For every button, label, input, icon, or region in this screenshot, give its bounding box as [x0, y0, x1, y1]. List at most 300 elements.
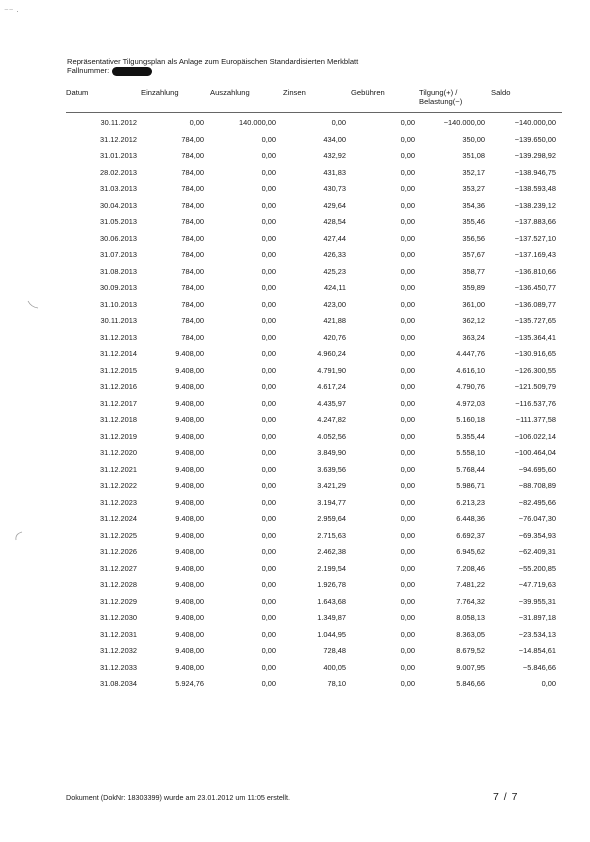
einzahlung-cell: 784,00	[181, 266, 204, 276]
saldo-cell: −5.846,66	[522, 662, 556, 672]
datum-cell: 31.12.2023	[100, 497, 137, 507]
einzahlung-cell: 9.408,00	[175, 530, 204, 540]
einzahlung-cell: 784,00	[181, 184, 204, 193]
auszahlung-cell: 0,00	[261, 233, 276, 243]
header-datum: Datum	[66, 88, 89, 97]
datum-cell: 28.02.2013	[100, 167, 137, 177]
tilgung-cell: 5.768,44	[456, 464, 485, 474]
tilgung-cell: 361,00	[462, 299, 485, 309]
einzahlung-cell: 9.408,00	[175, 613, 204, 622]
table-row	[0, 149, 590, 166]
table-row	[0, 314, 590, 331]
table-row	[0, 430, 590, 447]
gebuehren-cell: 0,00	[400, 349, 415, 358]
einzahlung-cell: 9.408,00	[175, 481, 204, 490]
zinsen-cell: 4.960,24	[317, 349, 346, 358]
saldo-cell: 0,00	[541, 679, 556, 688]
tilgung-cell: 7.208,46	[456, 563, 485, 573]
gebuehren-cell: 0,00	[400, 596, 415, 606]
table-row	[0, 364, 590, 381]
auszahlung-cell: 0,00	[261, 596, 276, 606]
einzahlung-cell: 784,00	[181, 250, 204, 259]
datum-cell: 31.03.2013	[100, 184, 137, 193]
auszahlung-cell: 0,00	[261, 431, 276, 441]
zinsen-cell: 1.349,87	[317, 613, 346, 622]
auszahlung-cell: 0,00	[261, 167, 276, 177]
table-row	[0, 545, 590, 562]
gebuehren-cell: 0,00	[400, 365, 415, 375]
header-tilgung-line2: Belastung(−)	[419, 97, 463, 106]
gebuehren-cell: 0,00	[400, 679, 415, 688]
zinsen-cell: 429,64	[323, 200, 346, 210]
fallnummer-label: Fallnummer:	[67, 66, 110, 76]
auszahlung-cell: 0,00	[261, 332, 276, 342]
auszahlung-cell: 0,00	[261, 580, 276, 589]
saldo-cell: −111.377,58	[515, 415, 556, 424]
tilgung-cell: 359,89	[462, 283, 485, 292]
tilgung-cell: 352,17	[462, 167, 485, 177]
saldo-cell: −116.537,76	[515, 398, 556, 408]
gebuehren-cell: 0,00	[400, 184, 415, 193]
zinsen-cell: 3.421,29	[317, 481, 346, 490]
einzahlung-cell: 784,00	[181, 316, 204, 325]
saldo-cell: −62.409,31	[518, 547, 556, 556]
gebuehren-cell: 0,00	[400, 382, 415, 391]
saldo-cell: −88.708,89	[518, 481, 556, 490]
gebuehren-cell: 0,00	[400, 431, 415, 441]
zinsen-cell: 0,00	[331, 118, 346, 127]
zinsen-cell: 421,88	[323, 316, 346, 325]
table-row	[0, 232, 590, 249]
auszahlung-cell: 0,00	[261, 497, 276, 507]
tilgung-cell: 350,00	[462, 134, 485, 144]
zinsen-cell: 2.715,63	[317, 530, 346, 540]
einzahlung-cell: 9.408,00	[175, 349, 204, 358]
tilgung-cell: 9.007,95	[456, 662, 485, 672]
tilgung-cell: 5.558,10	[456, 448, 485, 457]
einzahlung-cell: 784,00	[181, 134, 204, 144]
gebuehren-cell: 0,00	[400, 316, 415, 325]
zinsen-cell: 431,83	[323, 167, 346, 177]
table-row	[0, 628, 590, 645]
tilgung-cell: 5.160,18	[456, 415, 485, 424]
table-row	[0, 199, 590, 216]
tilgung-cell: 353,27	[462, 184, 485, 193]
datum-cell: 31.12.2014	[100, 349, 137, 358]
saldo-cell: −82.495,66	[518, 497, 556, 507]
table-row	[0, 677, 590, 694]
datum-cell: 31.12.2012	[100, 134, 137, 144]
table-row	[0, 133, 590, 150]
einzahlung-cell: 9.408,00	[175, 398, 204, 408]
saldo-cell: −126.300,55	[514, 365, 556, 375]
tilgung-cell: 8.058,13	[456, 613, 485, 622]
auszahlung-cell: 0,00	[261, 316, 276, 325]
zinsen-cell: 2.199,54	[317, 563, 346, 573]
datum-cell: 30.09.2013	[100, 283, 137, 292]
saldo-cell: −139.650,00	[514, 134, 556, 144]
auszahlung-cell: 0,00	[261, 547, 276, 556]
table-row	[0, 595, 590, 612]
auszahlung-cell: 0,00	[261, 464, 276, 474]
zinsen-cell: 1.643,68	[317, 596, 346, 606]
zinsen-cell: 434,00	[323, 134, 346, 144]
auszahlung-cell: 0,00	[261, 646, 276, 655]
tilgung-cell: 8.679,52	[456, 646, 485, 655]
table-row	[0, 298, 590, 315]
document-title: Repräsentativer Tilgungsplan als Anlage zum Europäischen Standardisierten Merkblatt	[67, 57, 359, 66]
gebuehren-cell: 0,00	[400, 514, 415, 523]
saldo-cell: −140.000,00	[514, 118, 556, 127]
einzahlung-cell: 784,00	[181, 151, 204, 160]
datum-cell: 31.08.2034	[100, 679, 137, 688]
gebuehren-cell: 0,00	[400, 448, 415, 457]
gebuehren-cell: 0,00	[400, 118, 415, 127]
datum-cell: 31.12.2016	[100, 382, 137, 391]
zinsen-cell: 3.639,56	[317, 464, 346, 474]
saldo-cell: −94.695,60	[518, 464, 556, 474]
zinsen-cell: 4.435,97	[317, 398, 346, 408]
auszahlung-cell: 0,00	[261, 299, 276, 309]
header-gebuehren: Gebühren	[351, 88, 385, 97]
saldo-cell: −14.854,61	[518, 646, 556, 655]
saldo-cell: −136.450,77	[514, 283, 556, 292]
gebuehren-cell: 0,00	[400, 415, 415, 424]
tilgung-cell: 4.972,03	[456, 398, 485, 408]
zinsen-cell: 427,44	[323, 233, 346, 243]
einzahlung-cell: 9.408,00	[175, 580, 204, 589]
einzahlung-cell: 0,00	[189, 118, 204, 127]
datum-cell: 31.01.2013	[100, 151, 137, 160]
gebuehren-cell: 0,00	[400, 200, 415, 210]
zinsen-cell: 1.926,78	[317, 580, 346, 589]
datum-cell: 31.07.2013	[100, 250, 137, 259]
gebuehren-cell: 0,00	[400, 134, 415, 144]
footer-text: Dokument (DokNr: 18303399) wurde am 23.01.2012 um 11:05 erstellt.	[66, 793, 290, 802]
schedule-table	[0, 116, 590, 694]
table-row	[0, 644, 590, 661]
datum-cell: 31.12.2026	[100, 547, 137, 556]
zinsen-cell: 2.959,64	[317, 514, 346, 523]
table-row	[0, 661, 590, 678]
saldo-cell: −76.047,30	[518, 514, 556, 523]
saldo-cell: −31.897,18	[518, 613, 556, 622]
tilgung-cell: 362,12	[462, 316, 485, 325]
einzahlung-cell: 9.408,00	[175, 662, 204, 672]
table-row	[0, 512, 590, 529]
tilgung-cell: 354,36	[462, 200, 485, 210]
auszahlung-cell: 0,00	[261, 514, 276, 523]
saldo-cell: −137.883,66	[514, 217, 556, 226]
header-saldo: Saldo	[491, 88, 511, 97]
gebuehren-cell: 0,00	[400, 563, 415, 573]
einzahlung-cell: 9.408,00	[175, 382, 204, 391]
datum-cell: 30.04.2013	[100, 200, 137, 210]
datum-cell: 31.12.2028	[100, 580, 137, 589]
datum-cell: 31.12.2029	[100, 596, 137, 606]
table-row	[0, 215, 590, 232]
table-row	[0, 397, 590, 414]
saldo-cell: −130.916,65	[514, 349, 556, 358]
saldo-cell: −135.364,41	[514, 332, 556, 342]
einzahlung-cell: 9.408,00	[175, 464, 204, 474]
saldo-cell: −39.955,31	[518, 596, 556, 606]
einzahlung-cell: 784,00	[181, 233, 204, 243]
datum-cell: 31.12.2021	[100, 464, 137, 474]
tilgung-cell: 6.213,23	[456, 497, 485, 507]
saldo-cell: −138.239,12	[514, 200, 556, 210]
zinsen-cell: 420,76	[323, 332, 346, 342]
table-row	[0, 248, 590, 265]
saldo-cell: −121.509,79	[514, 382, 556, 391]
fallnummer-row	[67, 66, 358, 75]
table-row	[0, 116, 590, 133]
auszahlung-cell: 0,00	[261, 151, 276, 160]
zinsen-cell: 432,92	[323, 151, 346, 160]
table-row	[0, 496, 590, 513]
redaction-mark	[112, 67, 152, 76]
einzahlung-cell: 9.408,00	[175, 514, 204, 523]
einzahlung-cell: 9.408,00	[175, 596, 204, 606]
einzahlung-cell: 9.408,00	[175, 547, 204, 556]
gebuehren-cell: 0,00	[400, 613, 415, 622]
zinsen-cell: 3.849,90	[317, 448, 346, 457]
datum-cell: 31.12.2033	[100, 662, 137, 672]
zinsen-cell: 424,11	[323, 283, 346, 292]
page-number: 7 / 7	[493, 791, 519, 803]
auszahlung-cell: 0,00	[261, 200, 276, 210]
zinsen-cell: 4.617,24	[317, 382, 346, 391]
tilgung-cell: 7.481,22	[456, 580, 485, 589]
einzahlung-cell: 784,00	[181, 167, 204, 177]
tilgung-cell: 5.986,71	[456, 481, 485, 490]
gebuehren-cell: 0,00	[400, 464, 415, 474]
einzahlung-cell: 5.924,76	[175, 679, 204, 688]
gebuehren-cell: 0,00	[400, 233, 415, 243]
zinsen-cell: 3.194,77	[317, 497, 346, 507]
scan-artifact: ⁻⁻ ·	[4, 6, 19, 16]
auszahlung-cell: 0,00	[261, 184, 276, 193]
gebuehren-cell: 0,00	[400, 580, 415, 589]
gebuehren-cell: 0,00	[400, 167, 415, 177]
datum-cell: 31.12.2025	[100, 530, 137, 540]
datum-cell: 31.12.2027	[100, 563, 137, 573]
tilgung-cell: 5.846,66	[456, 679, 485, 688]
header-tilgung-line1: Tilgung(+) /	[419, 88, 458, 97]
saldo-cell: −136.089,77	[514, 299, 556, 309]
gebuehren-cell: 0,00	[400, 530, 415, 540]
auszahlung-cell: 0,00	[261, 613, 276, 622]
auszahlung-cell: 0,00	[261, 266, 276, 276]
table-row	[0, 479, 590, 496]
auszahlung-cell: 0,00	[261, 629, 276, 639]
datum-cell: 30.06.2013	[100, 233, 137, 243]
auszahlung-cell: 0,00	[261, 679, 276, 688]
zinsen-cell: 728,48	[323, 646, 346, 655]
tilgung-cell: 7.764,32	[456, 596, 485, 606]
zinsen-cell: 400,05	[323, 662, 346, 672]
zinsen-cell: 4.052,56	[317, 431, 346, 441]
datum-cell: 30.11.2013	[100, 316, 137, 325]
tilgung-cell: 357,67	[462, 250, 485, 259]
datum-cell: 31.12.2031	[100, 629, 137, 639]
einzahlung-cell: 784,00	[181, 200, 204, 210]
tilgung-cell: 355,46	[462, 217, 485, 226]
datum-cell: 31.12.2032	[100, 646, 137, 655]
datum-cell: 31.12.2030	[100, 613, 137, 622]
zinsen-cell: 4.247,82	[317, 415, 346, 424]
datum-cell: 31.12.2013	[100, 332, 137, 342]
table-row	[0, 380, 590, 397]
saldo-cell: −138.946,75	[514, 167, 556, 177]
auszahlung-cell: 140.000,00	[239, 118, 276, 127]
auszahlung-cell: 0,00	[261, 530, 276, 540]
zinsen-cell: 2.462,38	[317, 547, 346, 556]
gebuehren-cell: 0,00	[400, 481, 415, 490]
datum-cell: 31.10.2013	[100, 299, 137, 309]
auszahlung-cell: 0,00	[261, 415, 276, 424]
gebuehren-cell: 0,00	[400, 629, 415, 639]
einzahlung-cell: 9.408,00	[175, 563, 204, 573]
auszahlung-cell: 0,00	[261, 217, 276, 226]
einzahlung-cell: 784,00	[181, 217, 204, 226]
tilgung-cell: 6.945,62	[456, 547, 485, 556]
tilgung-cell: 4.790,76	[456, 382, 485, 391]
table-row	[0, 265, 590, 282]
gebuehren-cell: 0,00	[400, 398, 415, 408]
datum-cell: 31.12.2022	[100, 481, 137, 490]
einzahlung-cell: 9.408,00	[175, 415, 204, 424]
gebuehren-cell: 0,00	[400, 299, 415, 309]
table-row	[0, 413, 590, 430]
table-row	[0, 347, 590, 364]
gebuehren-cell: 0,00	[400, 217, 415, 226]
datum-cell: 31.12.2015	[100, 365, 137, 375]
table-row	[0, 166, 590, 183]
zinsen-cell: 1.044,95	[317, 629, 346, 639]
header-zinsen: Zinsen	[283, 88, 306, 97]
datum-cell: 31.12.2019	[100, 431, 137, 441]
auszahlung-cell: 0,00	[261, 662, 276, 672]
header-einzahlung: Einzahlung	[141, 88, 179, 97]
header-divider	[66, 112, 562, 113]
table-row	[0, 182, 590, 199]
einzahlung-cell: 9.408,00	[175, 365, 204, 375]
tilgung-cell: −140.000,00	[443, 118, 485, 127]
zinsen-cell: 430,73	[323, 184, 346, 193]
tilgung-cell: 6.448,36	[456, 514, 485, 523]
auszahlung-cell: 0,00	[261, 382, 276, 391]
table-row	[0, 611, 590, 628]
auszahlung-cell: 0,00	[261, 398, 276, 408]
datum-cell: 31.12.2024	[100, 514, 137, 523]
tilgung-cell: 358,77	[462, 266, 485, 276]
einzahlung-cell: 784,00	[181, 332, 204, 342]
gebuehren-cell: 0,00	[400, 547, 415, 556]
saldo-cell: −55.200,85	[518, 563, 556, 573]
saldo-cell: −100.464,04	[514, 448, 556, 457]
table-row	[0, 578, 590, 595]
gebuehren-cell: 0,00	[400, 332, 415, 342]
table-row	[0, 529, 590, 546]
margin-mark	[12, 530, 24, 542]
gebuehren-cell: 0,00	[400, 151, 415, 160]
zinsen-cell: 423,00	[323, 299, 346, 309]
table-row	[0, 446, 590, 463]
gebuehren-cell: 0,00	[400, 283, 415, 292]
zinsen-cell: 426,33	[323, 250, 346, 259]
zinsen-cell: 428,54	[323, 217, 346, 226]
table-row	[0, 281, 590, 298]
datum-cell: 31.12.2017	[100, 398, 137, 408]
einzahlung-cell: 784,00	[181, 283, 204, 292]
table-row	[0, 463, 590, 480]
gebuehren-cell: 0,00	[400, 250, 415, 259]
saldo-cell: −135.727,65	[514, 316, 556, 325]
gebuehren-cell: 0,00	[400, 646, 415, 655]
auszahlung-cell: 0,00	[261, 365, 276, 375]
saldo-cell: −136.810,66	[514, 266, 556, 276]
saldo-cell: −106.022,14	[514, 431, 556, 441]
gebuehren-cell: 0,00	[400, 662, 415, 672]
header-auszahlung: Auszahlung	[210, 88, 250, 97]
saldo-cell: −137.527,10	[514, 233, 556, 243]
einzahlung-cell: 9.408,00	[175, 448, 204, 457]
tilgung-cell: 6.692,37	[456, 530, 485, 540]
document-header	[67, 57, 358, 76]
saldo-cell: −23.534,13	[518, 629, 556, 639]
datum-cell: 31.05.2013	[100, 217, 137, 226]
tilgung-cell: 4.616,10	[456, 365, 485, 375]
datum-cell: 30.11.2012	[100, 118, 137, 127]
saldo-cell: −139.298,92	[514, 151, 556, 160]
table-row	[0, 331, 590, 348]
zinsen-cell: 78,10	[327, 679, 346, 688]
zinsen-cell: 4.791,90	[317, 365, 346, 375]
saldo-cell: −138.593,48	[514, 184, 556, 193]
datum-cell: 31.12.2018	[100, 415, 137, 424]
auszahlung-cell: 0,00	[261, 448, 276, 457]
tilgung-cell: 5.355,44	[456, 431, 485, 441]
zinsen-cell: 425,23	[323, 266, 346, 276]
tilgung-cell: 356,56	[462, 233, 485, 243]
saldo-cell: −69.354,93	[518, 530, 556, 540]
einzahlung-cell: 9.408,00	[175, 497, 204, 507]
margin-mark	[26, 298, 40, 312]
header-tilgung	[419, 88, 462, 106]
datum-cell: 31.08.2013	[100, 266, 137, 276]
einzahlung-cell: 784,00	[181, 299, 204, 309]
tilgung-cell: 351,08	[462, 151, 485, 160]
tilgung-cell: 8.363,05	[456, 629, 485, 639]
auszahlung-cell: 0,00	[261, 563, 276, 573]
auszahlung-cell: 0,00	[261, 283, 276, 292]
table-row	[0, 562, 590, 579]
einzahlung-cell: 9.408,00	[175, 646, 204, 655]
auszahlung-cell: 0,00	[261, 481, 276, 490]
einzahlung-cell: 9.408,00	[175, 629, 204, 639]
gebuehren-cell: 0,00	[400, 497, 415, 507]
tilgung-cell: 363,24	[462, 332, 485, 342]
auszahlung-cell: 0,00	[261, 250, 276, 259]
einzahlung-cell: 9.408,00	[175, 431, 204, 441]
auszahlung-cell: 0,00	[261, 134, 276, 144]
datum-cell: 31.12.2020	[100, 448, 137, 457]
gebuehren-cell: 0,00	[400, 266, 415, 276]
tilgung-cell: 4.447,76	[456, 349, 485, 358]
auszahlung-cell: 0,00	[261, 349, 276, 358]
saldo-cell: −47.719,63	[518, 580, 556, 589]
